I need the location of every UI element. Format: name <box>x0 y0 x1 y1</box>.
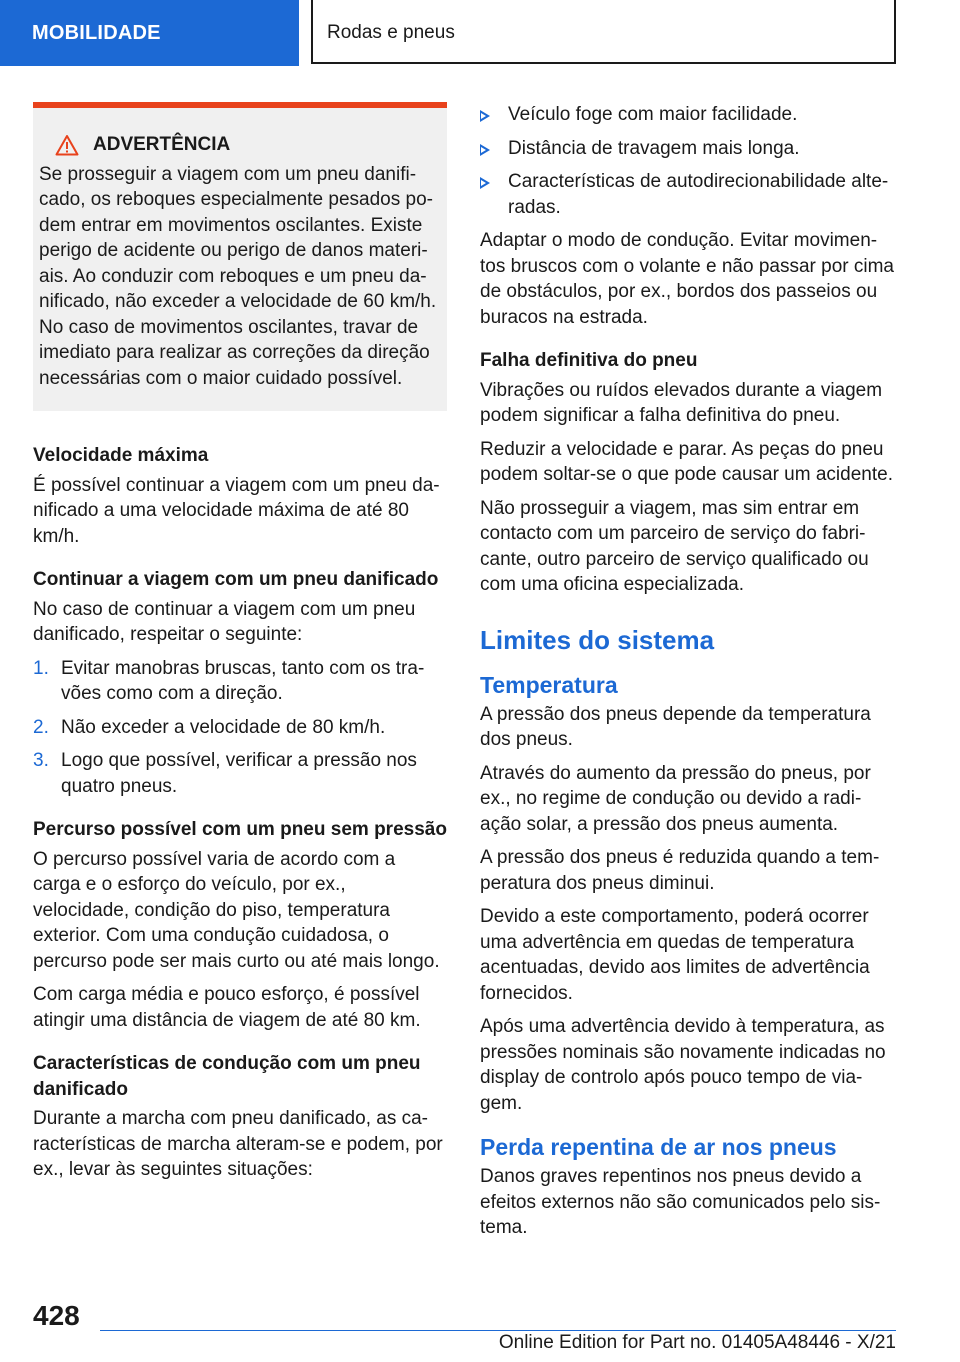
paragraph: Reduzir a velocidade e parar. As peças do pneu podem soltar-se o que pode causar um acidente. <box>480 438 893 485</box>
list-item-text: Características de autodirecionabilidade alteradas. <box>508 171 889 218</box>
list-number: 3. <box>33 750 49 771</box>
paragraph: Com carga média e pouco esforço, é possível atingir uma distância de viagem de até 80 km. <box>33 984 421 1031</box>
list-number: 2. <box>33 716 49 738</box>
list-item <box>33 715 447 741</box>
heading-temperature: Temperatura <box>480 671 618 698</box>
paragraph: A pressão dos pneus é reduzida quando a temperatura dos pneus diminui. <box>480 847 880 894</box>
list-item <box>480 169 896 220</box>
numbered-list <box>33 656 447 800</box>
paragraph: Devido a este comportamento, poderá ocorrer uma advertência em quedas de temperatura acentuadas, devido aos limites de advertência fornecidos. <box>480 906 870 1004</box>
page-number: 428 <box>33 1300 80 1331</box>
paragraph: Não prosseguir a viagem, mas sim entrar em contacto com um parceiro de serviço do fabricante, outro parceiro de serviço qualificado ou com uma oficina especializada. <box>480 497 869 595</box>
edition-text: Online Edition for Part no. 01405A48446 - X/21 <box>498 1332 896 1353</box>
page-header <box>0 0 960 66</box>
paragraph: Danos graves repentinos nos pneus devido a efeitos externos não são comunicados pelo sistema. <box>480 1166 881 1238</box>
warning-title-text: ADVERTÊNCIA <box>93 134 231 155</box>
paragraph: Adaptar o modo de condução. Evitar movimentos bruscos com o volante e não passar por cima de obstáculos, por ex., bordos dos passeios ou buracos na estrada. <box>480 230 894 328</box>
triangle-bullet-icon <box>480 177 490 189</box>
paragraph: Durante a marcha com pneu danificado, as características de marcha alteram-se e podem, por ex., levar às seguintes situações: <box>33 1108 443 1180</box>
paragraph: A pressão dos pneus depende da temperatura dos pneus. <box>480 703 871 750</box>
list-item-text: Logo que possível, verificar a pressão nos quatro pneus. <box>61 750 417 797</box>
paragraph: Através do aumento da pressão do pneus, por ex., no regime de condução ou devido a radiação solar, a pressão dos pneus aumenta. <box>480 762 871 835</box>
paragraph: É possível continuar a viagem com um pneu danificado a uma velocidade máxima de até 80 km/h. <box>33 474 440 547</box>
paragraph: Vibrações ou ruídos elevados durante a viagem podem significar a falha definitiva do pneu. <box>480 379 883 426</box>
warning-triangle-icon <box>55 134 79 156</box>
left-column <box>33 102 447 1191</box>
list-number: 1. <box>33 657 49 679</box>
warning-title <box>39 132 437 158</box>
paragraph: No caso de continuar a viagem com um pneu danificado, respeitar o seguinte: <box>33 598 416 645</box>
triangle-bullet-icon <box>480 144 490 156</box>
chapter-title <box>311 0 896 64</box>
triangle-bullet-icon <box>480 110 490 122</box>
list-item-text: Veículo foge com maior facilidade. <box>508 104 798 125</box>
paragraph: Após uma advertência devido à temperatura, as pressões nominais são novamente indicadas no display de controlo após pouco tempo de viagem. <box>480 1016 886 1114</box>
list-item-text: Evitar manobras bruscas, tanto com os travões como com a direção. <box>61 657 425 704</box>
footer-divider <box>100 1330 896 1331</box>
chapter-title-text: Rodas e pneus <box>327 22 455 43</box>
list-item <box>33 748 447 799</box>
heading-system-limits: Limites do sistema <box>480 624 715 655</box>
heading-driving-characteristics: Características de condução com um pneu danificado <box>33 1053 421 1100</box>
heading-continue-damaged: Continuar a viagem com um pneu danificado <box>33 569 439 590</box>
list-item-text: Distância de travagem mais longa. <box>508 137 800 159</box>
right-column <box>480 102 896 1249</box>
paragraph: O percurso possível varia de acordo com a carga e o esforço do veículo, por ex., velocidade, condição do piso, temperatura exterior. Com uma condução cuidadosa, o percurso pode ser mais curto ou até mais longo. <box>33 848 440 972</box>
heading-possible-distance: Percurso possível com um pneu sem pressão <box>33 819 447 840</box>
heading-tire-failure: Falha definitiva do pneu <box>480 350 698 371</box>
warning-box <box>33 102 447 411</box>
warning-text: Se prosseguir a viagem com um pneu danificado, os reboques especialmente pesados podem entrar em movimentos oscilantes. Existe perigo de acidente ou perigo de danos materiais. Ao conduzir com reboques e um pneu danificado, não exceder a velocidade de 60 km/h. No caso de movimentos oscilantes, travar de imediato para realizar as correções da direção necessárias com o maior cuidado possível. <box>39 163 437 389</box>
section-tab: MOBILIDADE <box>0 0 299 66</box>
heading-sudden-air-loss: Perda repentina de ar nos pneus <box>480 1134 837 1160</box>
bullet-list <box>480 102 896 220</box>
list-item-text: Não exceder a velocidade de 80 km/h. <box>61 716 386 738</box>
list-item <box>33 656 447 707</box>
heading-max-speed: Velocidade máxima <box>33 445 209 466</box>
list-item <box>480 136 896 162</box>
list-item <box>480 102 896 128</box>
